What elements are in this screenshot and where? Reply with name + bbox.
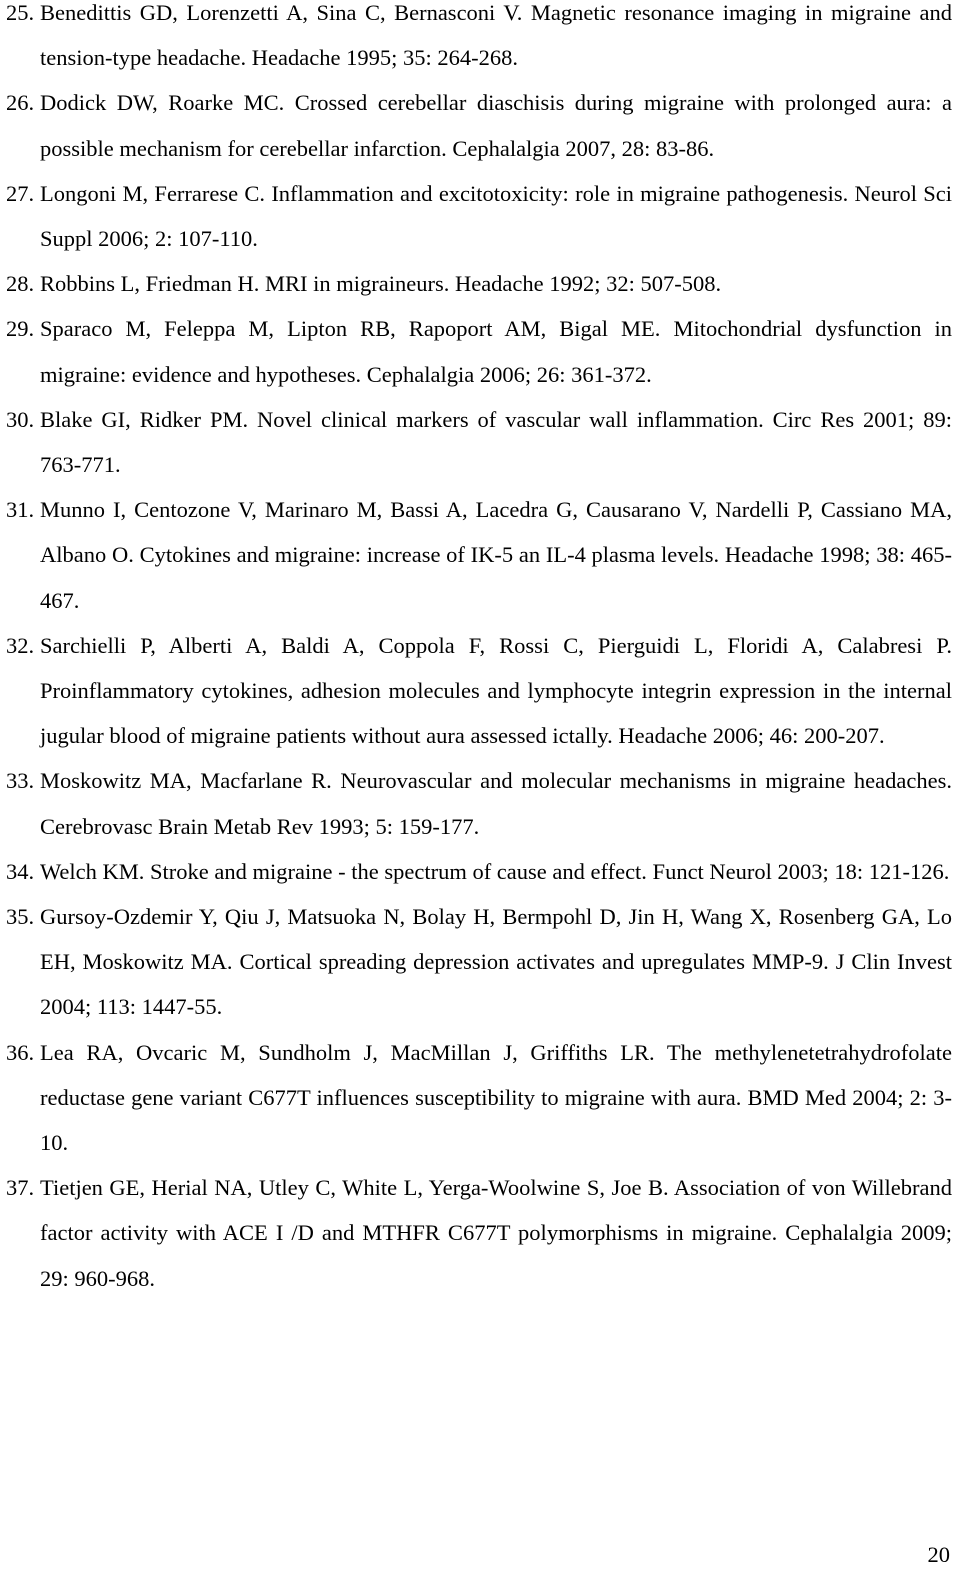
reference-number: 25. xyxy=(6,0,35,25)
reference-item xyxy=(6,171,952,261)
reference-item xyxy=(6,487,952,623)
reference-number: 37. xyxy=(6,1175,35,1201)
reference-text: Tietjen GE, Herial NA, Utley C, White L, Yerga-Woolwine S, Joe B. Association of von Willebrand factor activity with ACE I /D and MTHFR C677T polymorphisms in migraine. Cephalalgia 2009; 29: 960-968. xyxy=(40,1175,952,1291)
reference-number: 26. xyxy=(6,90,35,116)
reference-item xyxy=(6,894,952,1030)
reference-number: 34. xyxy=(6,858,35,884)
reference-item xyxy=(6,306,952,396)
reference-item xyxy=(6,1165,952,1301)
reference-number: 36. xyxy=(6,1039,35,1065)
reference-list xyxy=(6,0,952,1301)
reference-text: Gursoy-Ozdemir Y, Qiu J, Matsuoka N, Bolay H, Bermpohl D, Jin H, Wang X, Rosenberg GA, Lo EH, Moskowitz MA. Cortical spreading depression activates and upregulates MMP-9. J Clin Invest 2004; 113: 1447-55. xyxy=(40,904,952,1020)
reference-number: 33. xyxy=(6,768,35,794)
reference-item xyxy=(6,397,952,487)
reference-number: 30. xyxy=(6,406,35,432)
reference-item xyxy=(6,623,952,759)
reference-item xyxy=(6,1030,952,1166)
reference-item xyxy=(6,261,952,306)
reference-text: Welch KM. Stroke and migraine - the spectrum of cause and effect. Funct Neurol 2003; 18: 121-126. xyxy=(40,858,950,884)
reference-text: Sarchielli P, Alberti A, Baldi A, Coppola F, Rossi C, Pierguidi L, Floridi A, Calabresi P. Proinflammatory cytokines, adhesion molecules and lymphocyte integrin expression in the internal jugular blood of migraine patients without aura assessed ictally. Headache 2006; 46: 200-207. xyxy=(40,632,952,749)
reference-text: Longoni M, Ferrarese C. Inflammation and excitotoxicity: role in migraine pathogenesis. Neurol Sci Suppl 2006; 2: 107-110. xyxy=(40,180,952,252)
reference-text: Benedittis GD, Lorenzetti A, Sina C, Bernasconi V. Magnetic resonance imaging in migraine and tension-type headache. Headache 1995; 35: 264-268. xyxy=(40,0,952,71)
reference-item xyxy=(6,0,952,80)
reference-item xyxy=(6,758,952,848)
reference-number: 28. xyxy=(6,271,35,297)
reference-number: 29. xyxy=(6,316,35,342)
reference-number: 35. xyxy=(6,904,35,930)
reference-text: Dodick DW, Roarke MC. Crossed cerebellar diaschisis during migraine with prolonged aura: a possible mechanism for cerebellar infarction. Cephalalgia 2007, 28: 83-86. xyxy=(40,90,952,161)
reference-number: 27. xyxy=(6,180,35,206)
reference-number: 32. xyxy=(6,632,35,658)
reference-text: Moskowitz MA, Macfarlane R. Neurovascular and molecular mechanisms in migraine headaches. Cerebrovasc Brain Metab Rev 1993; 5: 159-177. xyxy=(40,768,952,839)
reference-item xyxy=(6,80,952,170)
reference-text: Munno I, Centozone V, Marinaro M, Bassi A, Lacedra G, Causarano V, Nardelli P, Cassiano MA, Albano O. Cytokines and migraine: increase of IK-5 an IL-4 plasma levels. Headache 1998; 38: 465-467. xyxy=(40,497,952,613)
page-number: 20 xyxy=(927,1542,950,1567)
reference-item xyxy=(6,849,952,894)
reference-number: 31. xyxy=(6,497,35,523)
reference-text: Lea RA, Ovcaric M, Sundholm J, MacMillan J, Griffiths LR. The methylenetetrahydrofolate reductase gene variant C677T influences susceptibility to migraine with aura. BMD Med 2004; 2: 3-10. xyxy=(40,1039,952,1156)
reference-text: Robbins L, Friedman H. MRI in migraineurs. Headache 1992; 32: 507-508. xyxy=(40,271,722,297)
reference-text: Blake GI, Ridker PM. Novel clinical markers of vascular wall inflammation. Circ Res 2001; 89: 763-771. xyxy=(40,406,952,478)
reference-text: Sparaco M, Feleppa M, Lipton RB, Rapoport AM, Bigal ME. Mitochondrial dysfunction in migraine: evidence and hypotheses. Cephalalgia 2006; 26: 361-372. xyxy=(40,316,952,387)
